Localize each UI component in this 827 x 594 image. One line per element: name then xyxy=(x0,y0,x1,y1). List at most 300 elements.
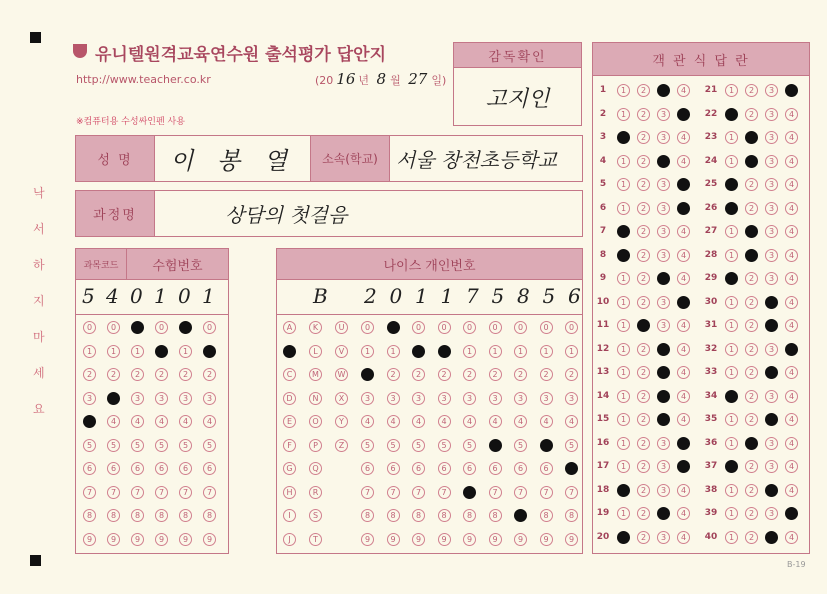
answer-bubble[interactable]: 9 xyxy=(514,533,527,546)
answer-bubble[interactable]: 3 xyxy=(387,392,400,405)
answer-bubble[interactable]: 6 xyxy=(387,462,400,475)
answer-bubble[interactable]: M xyxy=(309,368,322,381)
answer-bubble[interactable]: 1 xyxy=(725,155,738,168)
answer-bubble[interactable]: 3 xyxy=(361,392,374,405)
marked-bubble[interactable] xyxy=(677,296,690,309)
answer-bubble[interactable]: 2 xyxy=(463,368,476,381)
answer-bubble[interactable]: 8 xyxy=(179,509,192,522)
marked-bubble[interactable] xyxy=(657,343,670,356)
answer-bubble[interactable]: 8 xyxy=(107,509,120,522)
answer-bubble[interactable]: 2 xyxy=(131,368,144,381)
answer-bubble[interactable]: 6 xyxy=(107,462,120,475)
answer-bubble[interactable]: 2 xyxy=(203,368,216,381)
answer-bubble[interactable]: 3 xyxy=(765,460,778,473)
answer-bubble[interactable]: 1 xyxy=(725,319,738,332)
answer-bubble[interactable]: 4 xyxy=(463,415,476,428)
answer-bubble[interactable]: 1 xyxy=(489,345,502,358)
answer-bubble[interactable]: Q xyxy=(309,462,322,475)
answer-bubble[interactable]: 1 xyxy=(617,155,630,168)
answer-bubble[interactable]: 2 xyxy=(637,531,650,544)
marked-bubble[interactable] xyxy=(725,460,738,473)
answer-bubble[interactable]: N xyxy=(309,392,322,405)
marked-bubble[interactable] xyxy=(637,319,650,332)
answer-bubble[interactable]: 5 xyxy=(565,439,578,452)
answer-bubble[interactable]: 4 xyxy=(785,413,798,426)
answer-bubble[interactable]: 2 xyxy=(637,249,650,262)
answer-bubble[interactable]: 9 xyxy=(565,533,578,546)
answer-bubble[interactable]: 1 xyxy=(725,296,738,309)
answer-bubble[interactable]: 3 xyxy=(412,392,425,405)
answer-bubble[interactable]: 9 xyxy=(387,533,400,546)
marked-bubble[interactable] xyxy=(765,413,778,426)
marked-bubble[interactable] xyxy=(677,437,690,450)
answer-bubble[interactable]: 3 xyxy=(540,392,553,405)
answer-bubble[interactable]: 3 xyxy=(765,131,778,144)
answer-bubble[interactable]: 3 xyxy=(657,319,670,332)
answer-bubble[interactable]: 2 xyxy=(745,484,758,497)
answer-bubble[interactable]: 5 xyxy=(131,439,144,452)
answer-bubble[interactable]: 1 xyxy=(725,131,738,144)
answer-bubble[interactable]: 1 xyxy=(617,108,630,121)
answer-bubble[interactable]: 3 xyxy=(657,178,670,191)
answer-bubble[interactable]: 3 xyxy=(438,392,451,405)
answer-bubble[interactable]: 4 xyxy=(785,460,798,473)
marked-bubble[interactable] xyxy=(765,484,778,497)
answer-bubble[interactable]: 3 xyxy=(83,392,96,405)
answer-bubble[interactable]: F xyxy=(283,439,296,452)
answer-bubble[interactable]: 8 xyxy=(412,509,425,522)
answer-bubble[interactable]: 2 xyxy=(745,84,758,97)
answer-bubble[interactable]: 4 xyxy=(179,415,192,428)
marked-bubble[interactable] xyxy=(785,84,798,97)
answer-bubble[interactable]: 3 xyxy=(765,343,778,356)
answer-bubble[interactable]: 5 xyxy=(438,439,451,452)
answer-bubble[interactable]: 5 xyxy=(463,439,476,452)
answer-bubble[interactable]: 4 xyxy=(785,178,798,191)
marked-bubble[interactable] xyxy=(514,509,527,522)
marked-bubble[interactable] xyxy=(677,108,690,121)
answer-bubble[interactable]: 3 xyxy=(765,155,778,168)
answer-bubble[interactable]: 2 xyxy=(637,460,650,473)
answer-bubble[interactable]: 4 xyxy=(540,415,553,428)
answer-bubble[interactable]: 4 xyxy=(677,531,690,544)
answer-bubble[interactable]: 9 xyxy=(412,533,425,546)
answer-bubble[interactable]: 6 xyxy=(361,462,374,475)
answer-bubble[interactable]: 3 xyxy=(765,202,778,215)
marked-bubble[interactable] xyxy=(540,439,553,452)
answer-bubble[interactable]: 8 xyxy=(540,509,553,522)
answer-bubble[interactable]: 7 xyxy=(83,486,96,499)
answer-bubble[interactable]: 4 xyxy=(677,484,690,497)
answer-bubble[interactable]: 2 xyxy=(637,108,650,121)
answer-bubble[interactable]: 2 xyxy=(745,272,758,285)
answer-bubble[interactable]: 1 xyxy=(725,484,738,497)
marked-bubble[interactable] xyxy=(745,437,758,450)
answer-bubble[interactable]: 2 xyxy=(637,484,650,497)
answer-bubble[interactable]: 1 xyxy=(617,366,630,379)
answer-bubble[interactable]: 2 xyxy=(637,272,650,285)
answer-bubble[interactable]: 0 xyxy=(463,321,476,334)
answer-bubble[interactable]: 2 xyxy=(745,108,758,121)
answer-bubble[interactable]: 1 xyxy=(565,345,578,358)
marked-bubble[interactable] xyxy=(107,392,120,405)
answer-bubble[interactable]: 2 xyxy=(637,437,650,450)
answer-bubble[interactable]: 5 xyxy=(107,439,120,452)
answer-bubble[interactable]: 5 xyxy=(203,439,216,452)
answer-bubble[interactable]: 1 xyxy=(725,366,738,379)
marked-bubble[interactable] xyxy=(657,390,670,403)
answer-bubble[interactable]: 9 xyxy=(83,533,96,546)
answer-bubble[interactable]: 6 xyxy=(179,462,192,475)
answer-bubble[interactable]: 4 xyxy=(785,225,798,238)
answer-bubble[interactable]: 6 xyxy=(203,462,216,475)
answer-bubble[interactable]: 6 xyxy=(514,462,527,475)
marked-bubble[interactable] xyxy=(765,531,778,544)
answer-bubble[interactable]: O xyxy=(309,415,322,428)
answer-bubble[interactable]: 3 xyxy=(657,202,670,215)
marked-bubble[interactable] xyxy=(677,460,690,473)
answer-bubble[interactable]: 4 xyxy=(785,249,798,262)
answer-bubble[interactable]: 2 xyxy=(745,413,758,426)
answer-bubble[interactable]: W xyxy=(335,368,348,381)
answer-bubble[interactable]: 3 xyxy=(203,392,216,405)
answer-bubble[interactable]: 4 xyxy=(438,415,451,428)
answer-bubble[interactable]: X xyxy=(335,392,348,405)
marked-bubble[interactable] xyxy=(617,531,630,544)
answer-bubble[interactable]: 1 xyxy=(617,84,630,97)
answer-bubble[interactable]: 7 xyxy=(361,486,374,499)
marked-bubble[interactable] xyxy=(617,225,630,238)
marked-bubble[interactable] xyxy=(657,366,670,379)
answer-bubble[interactable]: 4 xyxy=(785,155,798,168)
answer-bubble[interactable]: 4 xyxy=(785,272,798,285)
answer-bubble[interactable]: 3 xyxy=(657,531,670,544)
marked-bubble[interactable] xyxy=(725,178,738,191)
marked-bubble[interactable] xyxy=(463,486,476,499)
answer-bubble[interactable]: 0 xyxy=(489,321,502,334)
answer-bubble[interactable]: 6 xyxy=(83,462,96,475)
answer-bubble[interactable]: 6 xyxy=(412,462,425,475)
answer-bubble[interactable]: 4 xyxy=(677,343,690,356)
marked-bubble[interactable] xyxy=(438,345,451,358)
answer-bubble[interactable]: 3 xyxy=(765,225,778,238)
answer-bubble[interactable]: 0 xyxy=(438,321,451,334)
answer-bubble[interactable]: 1 xyxy=(725,413,738,426)
answer-bubble[interactable]: S xyxy=(309,509,322,522)
answer-bubble[interactable]: 1 xyxy=(617,413,630,426)
marked-bubble[interactable] xyxy=(489,439,502,452)
answer-bubble[interactable]: 0 xyxy=(412,321,425,334)
answer-bubble[interactable]: 4 xyxy=(677,249,690,262)
answer-bubble[interactable]: Y xyxy=(335,415,348,428)
answer-bubble[interactable]: 1 xyxy=(617,202,630,215)
answer-bubble[interactable]: H xyxy=(283,486,296,499)
answer-bubble[interactable]: 8 xyxy=(565,509,578,522)
answer-bubble[interactable]: 5 xyxy=(361,439,374,452)
answer-bubble[interactable]: 2 xyxy=(745,202,758,215)
marked-bubble[interactable] xyxy=(657,272,670,285)
answer-bubble[interactable]: 1 xyxy=(514,345,527,358)
answer-bubble[interactable]: 8 xyxy=(83,509,96,522)
answer-bubble[interactable]: 4 xyxy=(677,84,690,97)
answer-bubble[interactable]: 1 xyxy=(725,84,738,97)
answer-bubble[interactable]: 3 xyxy=(565,392,578,405)
answer-bubble[interactable]: 2 xyxy=(514,368,527,381)
marked-bubble[interactable] xyxy=(725,390,738,403)
marked-bubble[interactable] xyxy=(765,366,778,379)
answer-bubble[interactable]: 1 xyxy=(725,225,738,238)
answer-bubble[interactable]: 4 xyxy=(489,415,502,428)
answer-bubble[interactable]: 8 xyxy=(361,509,374,522)
answer-bubble[interactable]: 2 xyxy=(565,368,578,381)
answer-bubble[interactable]: 2 xyxy=(637,178,650,191)
marked-bubble[interactable] xyxy=(765,296,778,309)
answer-bubble[interactable]: 9 xyxy=(107,533,120,546)
answer-bubble[interactable]: 2 xyxy=(387,368,400,381)
answer-bubble[interactable]: Z xyxy=(335,439,348,452)
marked-bubble[interactable] xyxy=(745,225,758,238)
answer-bubble[interactable]: 9 xyxy=(438,533,451,546)
answer-bubble[interactable]: 4 xyxy=(785,390,798,403)
answer-bubble[interactable]: 0 xyxy=(565,321,578,334)
answer-bubble[interactable]: 7 xyxy=(412,486,425,499)
marked-bubble[interactable] xyxy=(617,249,630,262)
answer-bubble[interactable]: A xyxy=(283,321,296,334)
answer-bubble[interactable]: 1 xyxy=(617,319,630,332)
answer-bubble[interactable]: 5 xyxy=(514,439,527,452)
answer-bubble[interactable]: 4 xyxy=(785,531,798,544)
answer-bubble[interactable]: 2 xyxy=(155,368,168,381)
answer-bubble[interactable]: 2 xyxy=(745,390,758,403)
answer-bubble[interactable]: 9 xyxy=(179,533,192,546)
answer-bubble[interactable]: 6 xyxy=(438,462,451,475)
answer-bubble[interactable]: 3 xyxy=(657,131,670,144)
answer-bubble[interactable]: 1 xyxy=(361,345,374,358)
answer-bubble[interactable]: 2 xyxy=(745,507,758,520)
answer-bubble[interactable]: 1 xyxy=(463,345,476,358)
answer-bubble[interactable]: 3 xyxy=(657,484,670,497)
answer-bubble[interactable]: 5 xyxy=(387,439,400,452)
answer-bubble[interactable]: 4 xyxy=(785,319,798,332)
answer-bubble[interactable]: 2 xyxy=(438,368,451,381)
answer-bubble[interactable]: 4 xyxy=(131,415,144,428)
answer-bubble[interactable]: 2 xyxy=(745,531,758,544)
answer-bubble[interactable]: 1 xyxy=(725,343,738,356)
answer-bubble[interactable]: 1 xyxy=(617,507,630,520)
answer-bubble[interactable]: 0 xyxy=(514,321,527,334)
answer-bubble[interactable]: 2 xyxy=(637,507,650,520)
answer-bubble[interactable]: G xyxy=(283,462,296,475)
answer-bubble[interactable]: 6 xyxy=(463,462,476,475)
marked-bubble[interactable] xyxy=(657,155,670,168)
answer-bubble[interactable]: 8 xyxy=(438,509,451,522)
answer-bubble[interactable]: 3 xyxy=(765,249,778,262)
answer-bubble[interactable]: 8 xyxy=(387,509,400,522)
marked-bubble[interactable] xyxy=(203,345,216,358)
answer-bubble[interactable]: 4 xyxy=(412,415,425,428)
marked-bubble[interactable] xyxy=(657,84,670,97)
answer-bubble[interactable]: 1 xyxy=(540,345,553,358)
marked-bubble[interactable] xyxy=(617,484,630,497)
answer-bubble[interactable]: D xyxy=(283,392,296,405)
marked-bubble[interactable] xyxy=(412,345,425,358)
answer-bubble[interactable]: 2 xyxy=(179,368,192,381)
answer-bubble[interactable]: 1 xyxy=(131,345,144,358)
answer-bubble[interactable]: 5 xyxy=(155,439,168,452)
answer-bubble[interactable]: 3 xyxy=(765,84,778,97)
answer-bubble[interactable]: 4 xyxy=(677,131,690,144)
answer-bubble[interactable]: J xyxy=(283,533,296,546)
answer-bubble[interactable]: 3 xyxy=(765,390,778,403)
answer-bubble[interactable]: 2 xyxy=(540,368,553,381)
marked-bubble[interactable] xyxy=(765,319,778,332)
marked-bubble[interactable] xyxy=(677,202,690,215)
marked-bubble[interactable] xyxy=(131,321,144,334)
marked-bubble[interactable] xyxy=(745,249,758,262)
answer-bubble[interactable]: 4 xyxy=(785,366,798,379)
answer-bubble[interactable]: 3 xyxy=(489,392,502,405)
marked-bubble[interactable] xyxy=(725,202,738,215)
marked-bubble[interactable] xyxy=(387,321,400,334)
marked-bubble[interactable] xyxy=(617,131,630,144)
answer-bubble[interactable]: 3 xyxy=(657,108,670,121)
answer-bubble[interactable]: 8 xyxy=(203,509,216,522)
answer-bubble[interactable]: 5 xyxy=(412,439,425,452)
answer-bubble[interactable]: T xyxy=(309,533,322,546)
answer-bubble[interactable]: 7 xyxy=(438,486,451,499)
answer-bubble[interactable]: 7 xyxy=(387,486,400,499)
answer-bubble[interactable]: 3 xyxy=(514,392,527,405)
marked-bubble[interactable] xyxy=(725,272,738,285)
answer-bubble[interactable]: 2 xyxy=(637,84,650,97)
answer-bubble[interactable]: 8 xyxy=(131,509,144,522)
answer-bubble[interactable]: 2 xyxy=(745,178,758,191)
marked-bubble[interactable] xyxy=(283,345,296,358)
answer-bubble[interactable]: 2 xyxy=(745,460,758,473)
answer-bubble[interactable]: 4 xyxy=(677,390,690,403)
answer-bubble[interactable]: 4 xyxy=(677,272,690,285)
answer-bubble[interactable]: 6 xyxy=(131,462,144,475)
answer-bubble[interactable]: 3 xyxy=(765,437,778,450)
answer-bubble[interactable]: 0 xyxy=(107,321,120,334)
answer-bubble[interactable]: 0 xyxy=(540,321,553,334)
answer-bubble[interactable]: 4 xyxy=(514,415,527,428)
answer-bubble[interactable]: 2 xyxy=(745,319,758,332)
answer-bubble[interactable]: 3 xyxy=(657,296,670,309)
marked-bubble[interactable] xyxy=(179,321,192,334)
answer-bubble[interactable]: 2 xyxy=(637,343,650,356)
answer-bubble[interactable]: 3 xyxy=(657,437,670,450)
answer-bubble[interactable]: 7 xyxy=(540,486,553,499)
answer-bubble[interactable]: 4 xyxy=(387,415,400,428)
answer-bubble[interactable]: 2 xyxy=(637,366,650,379)
answer-bubble[interactable]: 1 xyxy=(725,437,738,450)
answer-bubble[interactable]: L xyxy=(309,345,322,358)
answer-bubble[interactable]: 0 xyxy=(83,321,96,334)
answer-bubble[interactable]: 2 xyxy=(745,366,758,379)
answer-bubble[interactable]: 0 xyxy=(361,321,374,334)
answer-bubble[interactable]: 4 xyxy=(107,415,120,428)
answer-bubble[interactable]: 8 xyxy=(463,509,476,522)
answer-bubble[interactable]: 3 xyxy=(765,507,778,520)
answer-bubble[interactable]: 2 xyxy=(637,202,650,215)
answer-bubble[interactable]: 2 xyxy=(83,368,96,381)
answer-bubble[interactable]: 3 xyxy=(155,392,168,405)
answer-bubble[interactable]: 7 xyxy=(131,486,144,499)
answer-bubble[interactable]: 5 xyxy=(179,439,192,452)
answer-bubble[interactable]: 9 xyxy=(155,533,168,546)
answer-bubble[interactable]: 7 xyxy=(514,486,527,499)
marked-bubble[interactable] xyxy=(785,507,798,520)
answer-bubble[interactable]: 9 xyxy=(203,533,216,546)
marked-bubble[interactable] xyxy=(657,413,670,426)
answer-bubble[interactable]: 4 xyxy=(785,202,798,215)
answer-bubble[interactable]: 1 xyxy=(617,437,630,450)
answer-bubble[interactable]: 3 xyxy=(765,108,778,121)
answer-bubble[interactable]: 8 xyxy=(155,509,168,522)
answer-bubble[interactable]: 9 xyxy=(463,533,476,546)
answer-bubble[interactable]: 8 xyxy=(489,509,502,522)
answer-bubble[interactable]: 1 xyxy=(617,272,630,285)
marked-bubble[interactable] xyxy=(745,131,758,144)
answer-bubble[interactable]: 5 xyxy=(83,439,96,452)
answer-bubble[interactable]: 7 xyxy=(203,486,216,499)
answer-bubble[interactable]: 4 xyxy=(203,415,216,428)
answer-bubble[interactable]: I xyxy=(283,509,296,522)
answer-bubble[interactable]: 3 xyxy=(765,178,778,191)
answer-bubble[interactable]: 2 xyxy=(412,368,425,381)
answer-bubble[interactable]: 2 xyxy=(637,155,650,168)
answer-bubble[interactable]: 4 xyxy=(785,437,798,450)
answer-bubble[interactable]: 4 xyxy=(785,296,798,309)
answer-bubble[interactable]: 1 xyxy=(725,531,738,544)
answer-bubble[interactable]: 4 xyxy=(785,108,798,121)
answer-bubble[interactable]: 4 xyxy=(565,415,578,428)
answer-bubble[interactable]: 4 xyxy=(361,415,374,428)
answer-bubble[interactable]: 1 xyxy=(617,390,630,403)
answer-bubble[interactable]: 4 xyxy=(677,319,690,332)
answer-bubble[interactable]: 1 xyxy=(617,343,630,356)
answer-bubble[interactable]: 1 xyxy=(725,249,738,262)
answer-bubble[interactable]: 2 xyxy=(637,131,650,144)
answer-bubble[interactable]: 3 xyxy=(657,225,670,238)
marked-bubble[interactable] xyxy=(785,343,798,356)
answer-bubble[interactable]: 4 xyxy=(785,484,798,497)
answer-bubble[interactable]: 7 xyxy=(179,486,192,499)
answer-bubble[interactable]: 9 xyxy=(489,533,502,546)
answer-bubble[interactable]: 2 xyxy=(107,368,120,381)
answer-bubble[interactable]: 2 xyxy=(745,343,758,356)
answer-bubble[interactable]: C xyxy=(283,368,296,381)
answer-bubble[interactable]: 2 xyxy=(637,225,650,238)
answer-bubble[interactable]: V xyxy=(335,345,348,358)
answer-bubble[interactable]: 7 xyxy=(489,486,502,499)
answer-bubble[interactable]: 4 xyxy=(155,415,168,428)
answer-bubble[interactable]: 0 xyxy=(155,321,168,334)
answer-bubble[interactable]: 6 xyxy=(155,462,168,475)
answer-bubble[interactable]: 2 xyxy=(637,296,650,309)
answer-bubble[interactable]: E xyxy=(283,415,296,428)
answer-bubble[interactable]: 1 xyxy=(107,345,120,358)
answer-bubble[interactable]: R xyxy=(309,486,322,499)
answer-bubble[interactable]: 1 xyxy=(725,507,738,520)
answer-bubble[interactable]: 6 xyxy=(540,462,553,475)
answer-bubble[interactable]: 4 xyxy=(677,507,690,520)
answer-bubble[interactable]: 4 xyxy=(677,225,690,238)
answer-bubble[interactable]: 1 xyxy=(617,178,630,191)
answer-bubble[interactable]: 9 xyxy=(540,533,553,546)
answer-bubble[interactable]: 0 xyxy=(203,321,216,334)
